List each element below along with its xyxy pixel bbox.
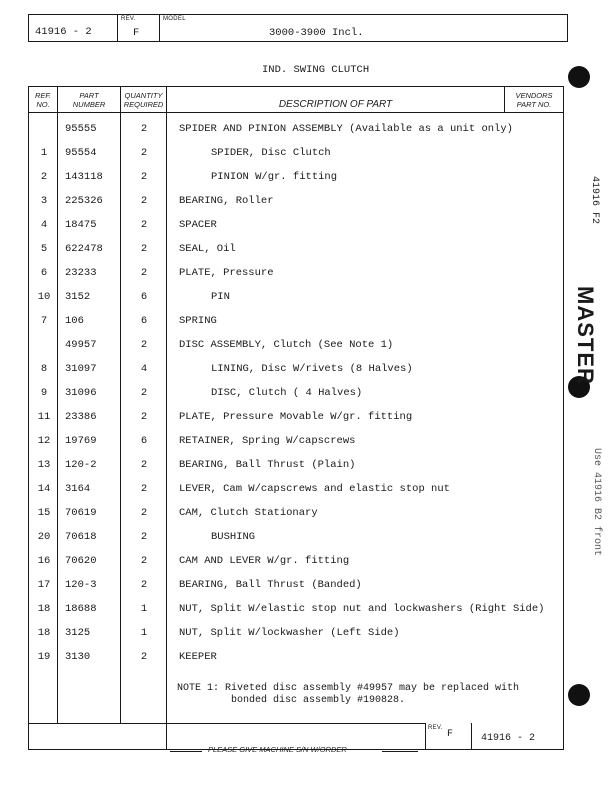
quantity: 2 xyxy=(140,147,148,159)
part-description: BUSHING xyxy=(211,531,256,543)
note-line-2: bonded disc assembly #190828. xyxy=(231,695,406,706)
ref-number xyxy=(33,333,55,357)
quantity: 4 xyxy=(140,363,148,375)
ref-number: 8 xyxy=(40,363,48,375)
quantity: 2 xyxy=(140,387,148,399)
rev-label: REV. xyxy=(121,16,136,22)
part-number: 225326 xyxy=(65,195,103,207)
ref-number: 6 xyxy=(40,267,48,279)
part-description: BEARING, Roller xyxy=(179,195,274,207)
part-number: 70618 xyxy=(65,531,97,543)
part-number: 23233 xyxy=(65,267,97,279)
ref-number xyxy=(33,117,55,141)
ref-number: 3 xyxy=(40,195,48,207)
part-number: 3164 xyxy=(65,483,91,495)
part-description: SPIDER, Disc Clutch xyxy=(211,147,331,159)
ref-number: 17 xyxy=(37,579,51,591)
model-label: MODEL xyxy=(163,16,186,22)
ref-number: 9 xyxy=(40,387,48,399)
part-number: 19769 xyxy=(65,435,97,447)
ref-number: 13 xyxy=(37,459,51,471)
part-description: SPACER xyxy=(179,219,217,231)
quantity: 6 xyxy=(140,291,148,303)
quantity: 1 xyxy=(140,603,148,615)
part-description: SPIDER AND PINION ASSEMBLY (Available as a unit only) xyxy=(179,123,513,135)
table-row xyxy=(29,237,565,261)
part-number: 95555 xyxy=(65,123,97,135)
ref-number: 15 xyxy=(37,507,51,519)
part-number: 106 xyxy=(65,315,84,327)
part-description: PIN xyxy=(211,291,230,303)
quantity: 2 xyxy=(140,339,148,351)
part-description: DISC, Clutch ( 4 Halves) xyxy=(211,387,363,399)
ref-number: 14 xyxy=(37,483,51,495)
col-header-ref: REF. NO. xyxy=(34,91,52,109)
col-header-qty: QUANTITY REQUIRED xyxy=(123,91,164,109)
table-row xyxy=(29,405,565,429)
quantity: 1 xyxy=(140,627,148,639)
ref-number: 4 xyxy=(40,219,48,231)
col-header-description: DESCRIPTION OF PART xyxy=(278,99,393,110)
ref-number: 12 xyxy=(37,435,51,447)
margin-doc-tag: 41916 F2 xyxy=(589,176,600,225)
punch-hole-top xyxy=(568,66,590,88)
part-description: KEEPER xyxy=(179,651,217,663)
part-description: DISC ASSEMBLY, Clutch (See Note 1) xyxy=(179,339,394,351)
quantity: 6 xyxy=(140,315,148,327)
part-description: BEARING, Ball Thrust (Banded) xyxy=(179,579,362,591)
table-row xyxy=(29,189,565,213)
col-header-part: PART NUMBER xyxy=(72,91,106,109)
ref-number: 20 xyxy=(37,531,51,543)
doc-number: 41916 - 2 xyxy=(35,26,92,38)
parts-table xyxy=(28,86,564,750)
part-number: 143118 xyxy=(65,171,103,183)
part-description: NUT, Split W/elastic stop nut and lockwashers (Right Side) xyxy=(179,603,545,615)
part-number: 622478 xyxy=(65,243,103,255)
ref-number: 18 xyxy=(37,603,51,615)
ref-number: 18 xyxy=(37,627,51,639)
quantity: 2 xyxy=(140,123,148,135)
part-number: 70619 xyxy=(65,507,97,519)
quantity: 2 xyxy=(140,579,148,591)
quantity: 2 xyxy=(140,555,148,567)
part-number: 120-2 xyxy=(65,459,97,471)
table-row xyxy=(29,333,565,357)
part-number: 120-3 xyxy=(65,579,97,591)
ref-number: 11 xyxy=(37,411,51,423)
rev-value: F xyxy=(133,27,140,39)
margin-side-note: Use 41916 B2 front xyxy=(591,448,602,557)
table-row xyxy=(29,549,565,573)
part-description: CAM, Clutch Stationary xyxy=(179,507,318,519)
quantity: 2 xyxy=(140,411,148,423)
table-row xyxy=(29,213,565,237)
header-box xyxy=(28,14,568,42)
table-row xyxy=(29,117,565,141)
quantity: 2 xyxy=(140,219,148,231)
part-number: 23386 xyxy=(65,411,97,423)
part-number: 95554 xyxy=(65,147,97,159)
quantity: 2 xyxy=(140,459,148,471)
part-description: NUT, Split W/lockwasher (Left Side) xyxy=(179,627,400,639)
model-value: 3000-3900 Incl. xyxy=(269,27,364,39)
ref-number: 10 xyxy=(37,291,51,303)
table-row xyxy=(29,357,565,381)
quantity: 2 xyxy=(140,651,148,663)
table-row xyxy=(29,501,565,525)
part-number: 3152 xyxy=(65,291,91,303)
part-description: LEVER, Cam W/capscrews and elastic stop nut xyxy=(179,483,450,495)
footer-doc-number: 41916 - 2 xyxy=(481,733,536,744)
part-description: CAM AND LEVER W/gr. fitting xyxy=(179,555,350,567)
table-row xyxy=(29,141,565,165)
part-description: SEAL, Oil xyxy=(179,243,236,255)
part-description: LINING, Disc W/rivets (8 Halves) xyxy=(211,363,413,375)
table-row xyxy=(29,597,565,621)
footer-rev-value: F xyxy=(447,729,454,740)
part-description: RETAINER, Spring W/capscrews xyxy=(179,435,356,447)
table-row xyxy=(29,645,565,669)
quantity: 6 xyxy=(140,435,148,447)
part-number: 3125 xyxy=(65,627,91,639)
quantity: 2 xyxy=(140,267,148,279)
footer-rev-box xyxy=(425,723,563,749)
part-number: 3130 xyxy=(65,651,91,663)
quantity: 2 xyxy=(140,483,148,495)
table-row xyxy=(29,453,565,477)
part-description: PLATE, Pressure xyxy=(179,267,274,279)
table-row xyxy=(29,381,565,405)
master-stamp: MASTER xyxy=(573,286,598,385)
part-description: SPRING xyxy=(179,315,217,327)
table-row xyxy=(29,309,565,333)
ref-number: 1 xyxy=(40,147,48,159)
table-row xyxy=(29,261,565,285)
footer-instruction: PLEASE GIVE MACHINE S/N W/ORDER xyxy=(170,745,420,757)
col-header-vendors: VENDORS PART NO. xyxy=(515,91,553,109)
table-row xyxy=(29,477,565,501)
table-row xyxy=(29,165,565,189)
part-number: 31097 xyxy=(65,363,97,375)
part-description: PLATE, Pressure Movable W/gr. fitting xyxy=(179,411,413,423)
part-number: 18475 xyxy=(65,219,97,231)
ref-number: 7 xyxy=(40,315,48,327)
table-row xyxy=(29,573,565,597)
part-number: 70620 xyxy=(65,555,97,567)
ref-number: 5 xyxy=(40,243,48,255)
part-number: 31096 xyxy=(65,387,97,399)
punch-hole-bottom xyxy=(568,684,590,706)
table-row xyxy=(29,621,565,645)
quantity: 2 xyxy=(140,531,148,543)
table-row xyxy=(29,525,565,549)
ref-number: 19 xyxy=(37,651,51,663)
footer-rev-label: REV. xyxy=(428,725,443,731)
quantity: 2 xyxy=(140,195,148,207)
quantity: 2 xyxy=(140,243,148,255)
part-description: BEARING, Ball Thrust (Plain) xyxy=(179,459,356,471)
ref-number: 2 xyxy=(40,171,48,183)
quantity: 2 xyxy=(140,507,148,519)
part-description: PINION W/gr. fitting xyxy=(211,171,338,183)
table-row xyxy=(29,285,565,309)
quantity: 2 xyxy=(140,171,148,183)
table-row xyxy=(29,429,565,453)
note-line-1: NOTE 1: Riveted disc assembly #49957 may be replaced with xyxy=(177,683,520,694)
section-title: IND. SWING CLUTCH xyxy=(262,64,370,76)
part-number: 49957 xyxy=(65,339,97,351)
ref-number: 16 xyxy=(37,555,51,567)
part-number: 18688 xyxy=(65,603,97,615)
